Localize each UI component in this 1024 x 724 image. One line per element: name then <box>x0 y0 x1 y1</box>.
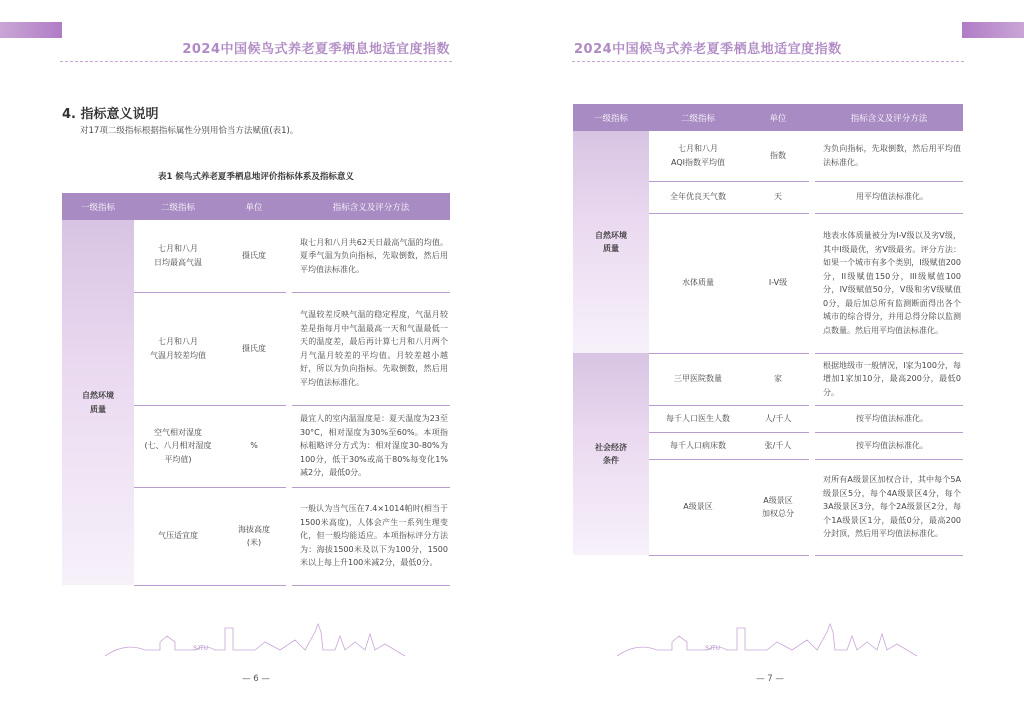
logo-text: SJTU <box>193 646 208 652</box>
level2-cell: 七月和八月 日均最高气温 <box>134 220 222 292</box>
meaning-cell: 气温较差反映气温的稳定程度，气温月较差是指每月中气温最高一天和气温最低一天的温度差，最后再计算七月和八月两个月气温月较差的平均值。月较差越小越好，所以为负向指标。先取倒数，然后用平均值法标准化。 <box>292 292 450 405</box>
level2-cell: A级景区 <box>649 459 747 555</box>
level1-cell: 自然环境 质量 <box>573 131 649 353</box>
unit-cell: A级景区 加权总分 <box>747 459 809 555</box>
unit-cell: 摄氏度 <box>222 292 286 405</box>
unit-cell: 张/千人 <box>747 432 809 459</box>
indicator-table-right <box>573 104 963 556</box>
level2-cell: 七月和八月 AQI指数平均值 <box>649 131 747 181</box>
meaning-cell: 按平均值法标准化。 <box>815 405 963 432</box>
level2-cell: 水体质量 <box>649 213 747 353</box>
header-meaning: 指标含义及评分方法 <box>292 193 450 220</box>
header-unit: 单位 <box>747 104 809 131</box>
meaning-cell: 最宜人的室内温湿度是：夏天温度为23至30°C，相对湿度为30%至60%。本项指标粗略评分方式为：相对湿度30-80%为100分，低于30%或高于80%每变化1%减2分，最低0分。 <box>292 405 450 487</box>
level2-cell: 每千人口病床数 <box>649 432 747 459</box>
level1-cell: 自然环境 质量 <box>62 220 134 585</box>
unit-cell: 海拔高度 (米) <box>222 487 286 585</box>
city-skyline-decoration <box>617 620 917 658</box>
unit-cell: % <box>222 405 286 487</box>
table-header-row <box>573 104 963 131</box>
level1-cell: 社会经济 条件 <box>573 353 649 555</box>
city-skyline-decoration <box>105 620 405 658</box>
header-accent-bar <box>0 22 62 38</box>
header-divider <box>572 61 964 62</box>
meaning-cell: 对所有A级景区加权合计，其中每个5A级景区5分，每个4A级景区4分，每个3A级景区3分，每个2A级景区2分，每个1A级景区1分，最低0分，最高200分封顶，然后用平均值法标准化。 <box>815 459 963 555</box>
unit-cell: 指数 <box>747 131 809 181</box>
table-row <box>573 131 963 181</box>
table-row <box>573 353 963 405</box>
unit-cell: 天 <box>747 181 809 213</box>
header-accent-bar <box>962 22 1024 38</box>
meaning-cell: 按平均值法标准化。 <box>815 432 963 459</box>
section-title: 4. 指标意义说明 <box>62 107 159 122</box>
level2-cell: 七月和八月 气温月较差均值 <box>134 292 222 405</box>
level2-cell: 气压适宜度 <box>134 487 222 585</box>
header-title: 2024中国候鸟式养老夏季栖息地适宜度指数 <box>182 42 450 57</box>
unit-cell: 人/千人 <box>747 405 809 432</box>
unit-cell: 摄氏度 <box>222 220 286 292</box>
level2-cell: 空气相对湿度 (七、八月相对湿度 平均值) <box>134 405 222 487</box>
unit-cell: I-V级 <box>747 213 809 353</box>
header-divider <box>60 61 452 62</box>
table-caption: 表1 候鸟式养老夏季栖息地评价指标体系及指标意义 <box>158 172 354 182</box>
table-row <box>62 220 450 292</box>
meaning-cell: 用平均值法标准化。 <box>815 181 963 213</box>
header-level2: 二级指标 <box>649 104 747 131</box>
level2-cell: 三甲医院数量 <box>649 353 747 405</box>
indicator-table-left <box>62 193 450 586</box>
header-level1: 一级指标 <box>573 104 649 131</box>
page-number: — 6 — <box>242 674 270 684</box>
unit-cell: 家 <box>747 353 809 405</box>
level2-cell: 每千人口医生人数 <box>649 405 747 432</box>
page-number: — 7 — <box>756 674 784 684</box>
meaning-cell: 取七月和八月共62天日最高气温的均值。夏季气温为负向指标，先取倒数，然后用平均值法标准化。 <box>292 220 450 292</box>
header-meaning: 指标含义及评分方法 <box>815 104 963 131</box>
level2-cell: 全年优良天气数 <box>649 181 747 213</box>
header-title: 2024中国候鸟式养老夏季栖息地适宜度指数 <box>574 42 842 57</box>
header-level2: 二级指标 <box>134 193 222 220</box>
logo-text: SJTU <box>705 646 720 652</box>
section-description: 对17项二级指标根据指标属性分别用恰当方法赋值(表1)。 <box>80 126 299 136</box>
meaning-cell: 地表水体质量被分为I-V级以及劣V级，其中I级最优，劣V级最劣。评分方法：如果一个城市有多个类别，I级赋值200分，II级赋值150分，III级赋值100分，IV级赋值50分，V级和劣V级赋值0分，最后加总所有监测断面得出各个城市的综合得分，并用总得分除以监测点数量。然后用平均值法标准化。 <box>815 213 963 353</box>
meaning-cell: 根据地级市一般情况，I家为100分，每增加1家加10分，最高200分，最低0分。 <box>815 353 963 405</box>
meaning-cell: 为负向指标，先取倒数，然后用平均值法标准化。 <box>815 131 963 181</box>
table-header-row <box>62 193 450 220</box>
meaning-cell: 一般认为当气压在7.4×1014帕时(相当于1500米高度)，人体会产生一系列生理变化，但一般均能适应。本项指标评分方法为：海拔1500米及以下为100分，1500米以上每上升100米减2分，最低0分。 <box>292 487 450 585</box>
header-unit: 单位 <box>222 193 286 220</box>
header-level1: 一级指标 <box>62 193 134 220</box>
